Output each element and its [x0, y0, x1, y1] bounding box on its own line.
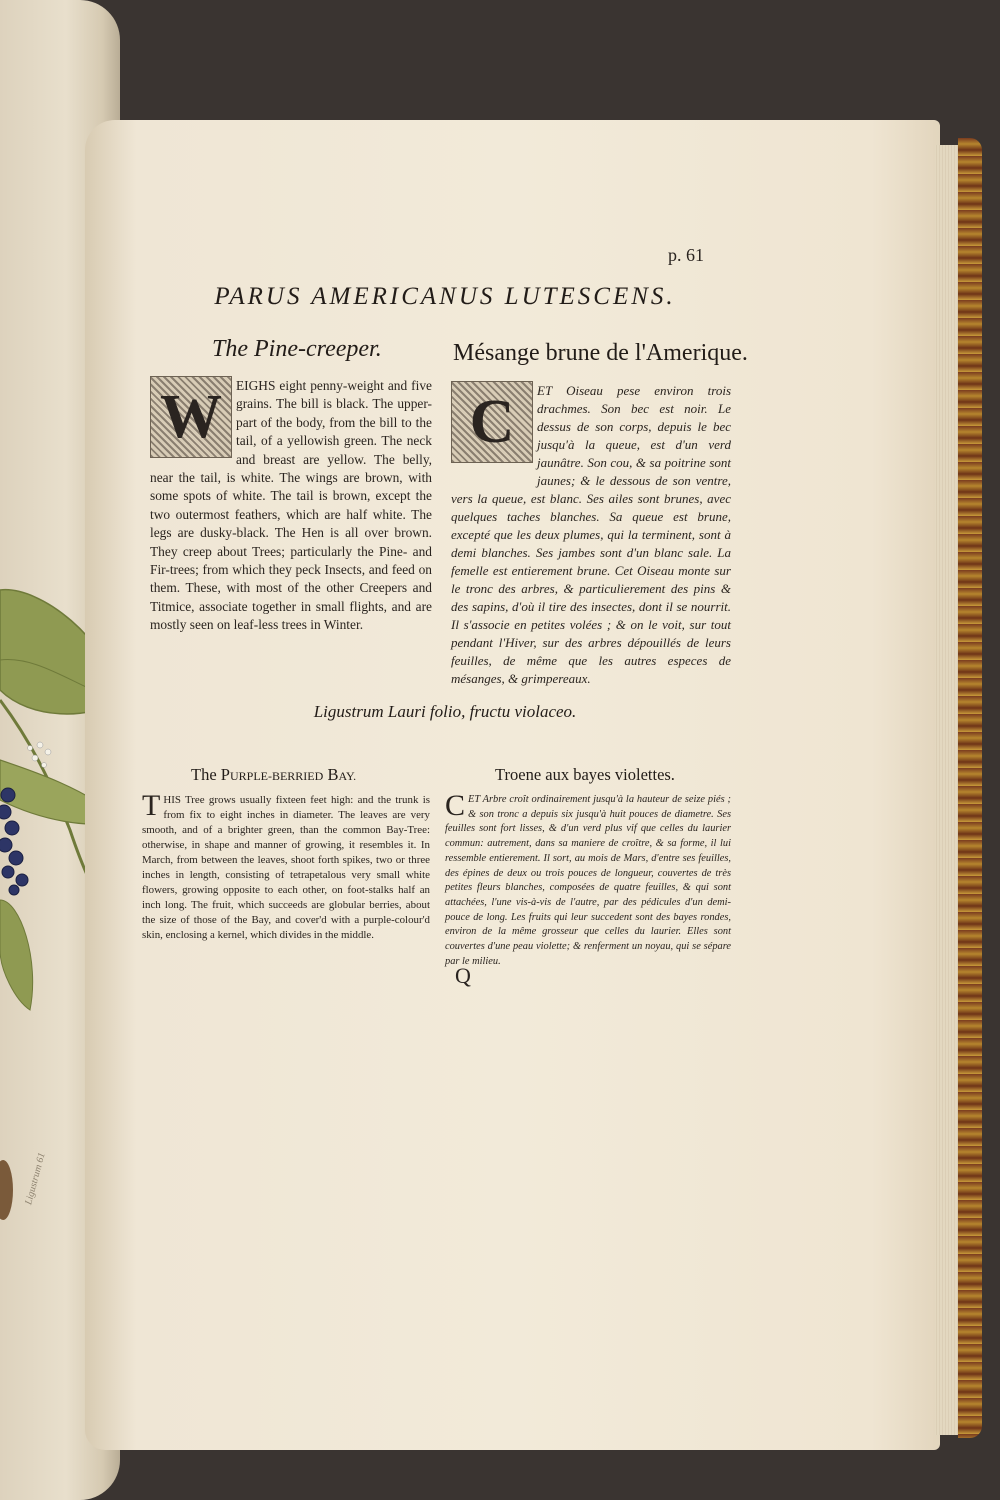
bird-english-heading: The Pine-creeper. [212, 336, 382, 362]
signature-mark: Q [455, 963, 471, 988]
page-number: p. 61 [668, 245, 704, 265]
bird-french-text-block [451, 382, 731, 688]
leaf-3 [0, 900, 33, 1010]
seed-pod [0, 1160, 13, 1220]
plant-english-text: HIS Tree grows usually fixteen feet high: and the trunk is from fix to eight inches in diameter. The leaves are very smooth, and of a brighter green, than the common Bay-Tree: otherwise, in shape and manner of growing, it resembles it. In March, from between the leaves, shoot forth spikes, two or three inches in length, consisting of tetrapetalous very small white flowers, growing opposite to each other, on foot-stalks half an inch long. The fruit, which succeeds are globular berries, about the size of those of the Bay, and cover'd with a purple-colour'd skin, enclosing a kernel, which divides in the middle. [142, 794, 430, 941]
plant-french-initial: C [445, 789, 466, 822]
plant-english-text-block [142, 789, 430, 943]
right-page [85, 120, 940, 1450]
bird-english-text: EIGHS eight penny-weight and five grains. The bill is black. The upper-part of the body, from the bill to the tail, of a yellowish green. The neck and breast are yellow. The belly, near the tail, is white. The wings are brown, with some spots of white. The tail is brown, except the two outermost feathers, which are half white. The legs are dusky-black. The Hen is all over brown. They creep about Trees; particularly the Pine- and Fir-trees; from which they peck Insects, and feed on them. These, with most of the other Creepers and Titmice, associate together in small flights, and are mostly seen on leaf-less trees in Winter. [150, 378, 432, 633]
plate-signature: Ligustrum 61 [23, 1151, 48, 1207]
plant-french-heading: Troene aux bayes violettes. [495, 765, 675, 784]
plant-french-text-block [445, 789, 731, 969]
gilt-cover-edge [958, 138, 982, 1438]
plant-english-heading: The PURPLE-BERRIED BAY. [191, 765, 357, 784]
plant-french-text: ET Arbre croît ordinairement jusqu'à la hauteur de seize piés ; & son tronc a depuis six jusqu'à huit pouces de diametre. Ses feuilles sont fort lisses, & d'un verd plus vif que celles du laurier commun: autrement, dans sa maniere de croître, & sa forme, il lui ressemble entierement. Il sort, au mois de Mars, d'entre ses feuilles, des épines de deux ou trois pouces de longueur, couvertes de très petites fleurs blanches, composées de quatre feuilles, & qui sont attachées, l'une vis-à-vis de l'autre, par des pédicules d'un demi-pouce de long. Les fruits qui leur succedent sont des bayes rondes, environ de la même grosseur que celles du laurier. Elles sont couvertes d'une peau violette; & renferment un noyau, qui se sépare par le milieu. [445, 794, 731, 967]
plant-english-initial: T [142, 789, 161, 822]
bird-french-text: ET Oiseau pese environ trois drachmes. Son bec est noir. Le dessus de son corps, depuis le bec jusqu'à la queue, est d'un verd jaunâtre. Son cou, & sa poitrine sont jaunes; & le dessous de son ventre, vers la queue, est blanc. Ses ailes sont brunes, avec quelques taches blanches. Sa queue est brune, excepté que les deux plumes, qui la terminent, sont à demi blanches. Ses jambes sont d'un blanc sale. La femelle est entierement brune. Cet Oiseau monte sur le tronc des arbres, & particulierement des pins & des sapins, d'où il tire des insectes, dont il se nourrit. Il s'associe en petites volées ; & on le voit, sur tout pendant l'Hiver, sur des arbres dépouillés de leurs feuilles, de même que les autres especes de mésanges, & grimpereaux. [451, 383, 731, 686]
bird-french-heading: Mésange brune de l'Amerique. [453, 340, 748, 366]
page-title: PARUS AMERICANUS LUTESCENS. [214, 283, 676, 310]
plant-latin-title: Ligustrum Lauri folio, fructu violaceo. [313, 702, 577, 721]
decorated-initial-w: W [150, 376, 232, 458]
bird-english-text-block [150, 377, 432, 635]
decorated-initial-c: C [451, 381, 533, 463]
